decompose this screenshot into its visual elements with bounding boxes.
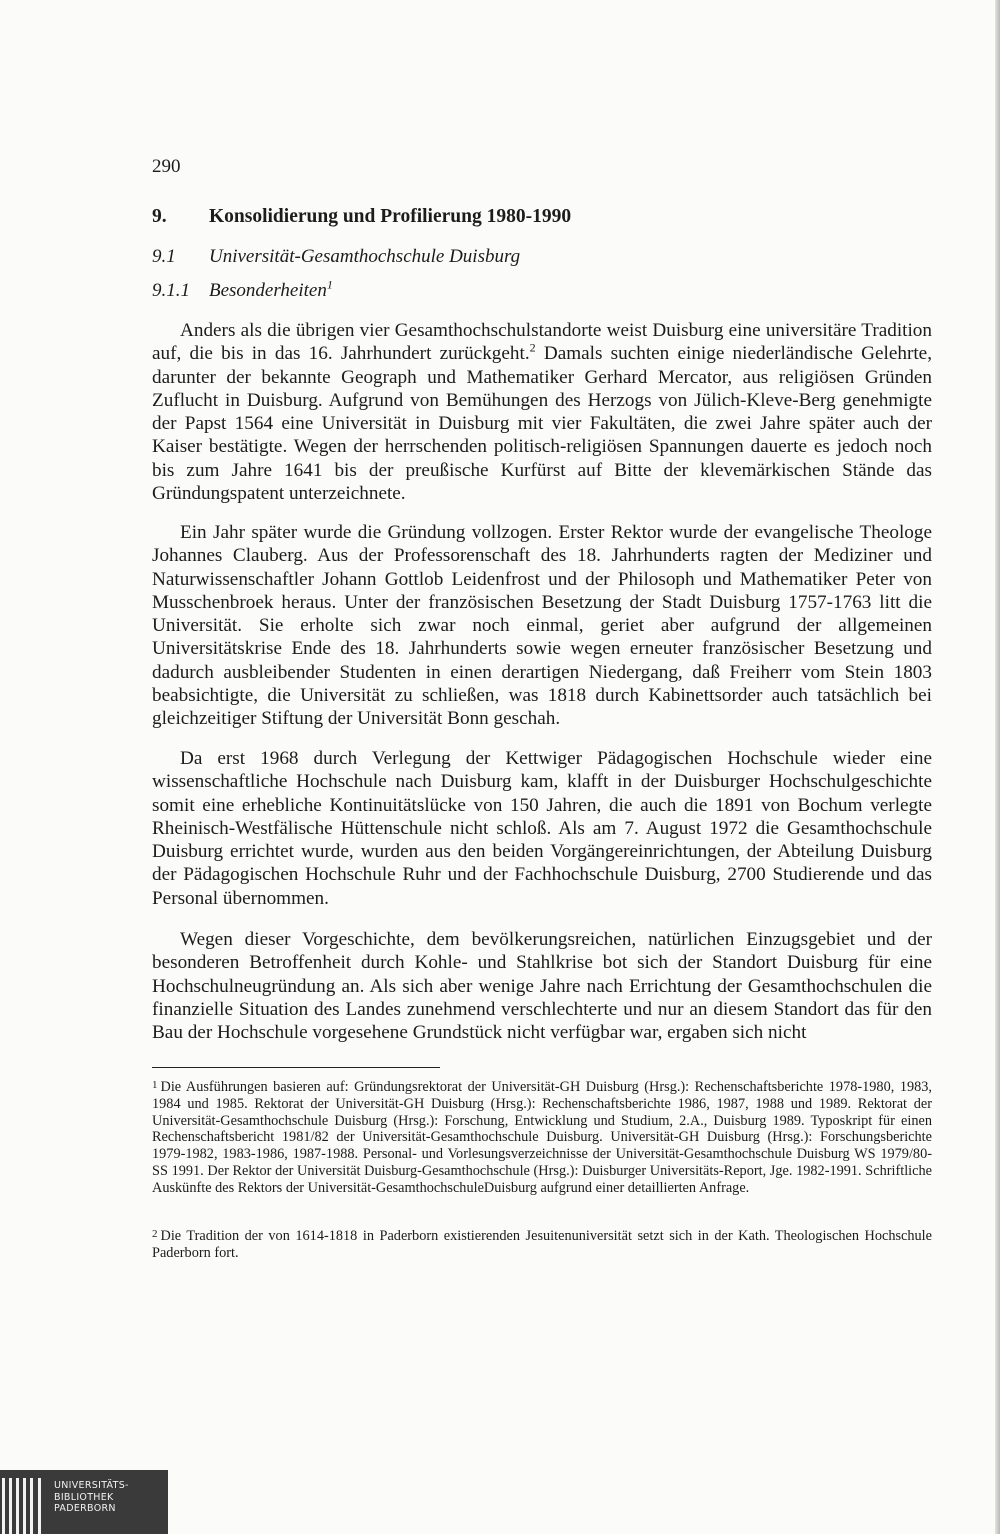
subsection-number: 9.1.1 — [152, 280, 190, 301]
footnote-mark: 1 — [152, 1079, 158, 1091]
library-logo-text — [54, 1480, 129, 1515]
subsection-heading — [152, 277, 333, 302]
paragraph: Ein Jahr später wurde die Gründung vollzogen. Erster Rektor wurde der evangelische Theologe Johannes Clauberg. Aus der Professorenschaft des 18. Jahrhunderts ragten der Mediziner und Naturwissenschaftler Johann Gottlob Leidenfrost und der Philosoph und Mathematiker Peter von Musschenbroek heraus. Unter der französischen Besetzung der Stadt Duisburg 1757-1763 litt die Universität. Sie erholte sich zwar noch einmal, geriet aber aufgrund der allgemeinen Universitätskrise Ende des 18. Jahrhunderts sowie wegen erneuter französischer Besetzung und dadurch ausbleibender Studenten in einen derartigen Niedergang, daß Freiherr vom Stein 1803 beabsichtigte, die Universität zu schließen, was 1818 durch Kabinettsorder auch tatsächlich bei gleichzeitiger Stiftung der Universität Bonn geschah. — [152, 522, 932, 730]
library-logo-icon — [2, 1478, 42, 1534]
library-logo-line: PADERBORN — [54, 1503, 116, 1514]
library-logo-line: BIBLIOTHEK — [54, 1491, 114, 1503]
footnote — [152, 1226, 932, 1262]
footnote-text: Die Tradition der von 1614-1818 in Paderborn existierenden Jesuitenuniversität setzt sich in der Kath. Theologischen Hochschule Paderborn fort. — [152, 1228, 932, 1261]
subsection-title: Besonderheiten — [209, 280, 327, 301]
library-logo — [0, 1470, 168, 1534]
footnote-separator — [152, 1067, 440, 1068]
section-heading — [152, 246, 520, 268]
footnote-text: Die Ausführungen basieren auf: Gründungsrektorat der Universität-GH Duisburg (Hrsg.): Rechenschaftsberichte 1978-1980, 1983, 1984 und 1985. Rektorat der Universität-GH Duisburg (Hrsg.): Rechenschaftsberichte 1986, 1987, 1988 und 1989. Rektorat der Universität-Gesamthochschule Duisburg (Hrsg.): Forschung, Entwicklung und Studium, 2.A., Duisburg 1989. Typoskript für einen Rechenschaftsbericht 1981/82 der Universität-Gesamthochschule Duisburg. Universität-GH Duisburg (Hrsg.): Forschungsberichte 1979-1982, 1983-1986, 1987-1988. Personal- und Vorlesungsverzeichnisse der Universität-Gesamthochschule Duisburg WS 1979/80-SS 1991. Der Rektor der Universität Duisburg-Gesamthochschule (Hrsg.): Duisburger Universitäts-Report, Jge. 1982-1991. Schriftliche Auskünfte des Rektors der Universität-GesamthochschuleDuisburg aufgrund einer detaillierten Anfrage. — [152, 1079, 932, 1196]
page-edge — [995, 0, 1000, 1534]
chapter-title: Konsolidierung und Profilierung 1980-1990 — [209, 206, 572, 227]
section-number: 9.1 — [152, 246, 176, 267]
footnote-reference: 2 — [529, 340, 536, 355]
page-number: 290 — [152, 156, 181, 177]
footnote — [152, 1077, 932, 1197]
library-logo-line: UNIVERSITÄTS- — [54, 1480, 129, 1491]
paragraph-text: Anders als die übrigen vier Gesamthochschulstandorte weist Duisburg eine universitäre Tradition auf, die bis in das 16. Jahrhundert zurückgeht. — [152, 320, 932, 365]
chapter-number: 9. — [152, 206, 167, 227]
paragraph: Wegen dieser Vorgeschichte, dem bevölkerungsreichen, natürlichen Einzugsgebiet und der besonderen Betroffenheit durch Kohle- und Stahlkrise bot sich der Standort Duisburg für eine Hochschulneugründung an. Als sich aber wenige Jahre nach Errichtung der Gesamthochschulen die finanzielle Situation des Landes zunehmend verschlechterte und nur an diesem Standort das für den Bau der Hochschule vorgesehene Grundstück nicht verfügbar war, ergaben sich nicht — [152, 929, 932, 1044]
paragraph: Da erst 1968 durch Verlegung der Kettwiger Pädagogischen Hochschule wieder eine wissenschaftliche Hochschule nach Duisburg kam, klafft in der Duisburger Hochschulgeschichte somit eine erhebliche Kontinuitätslücke von 150 Jahren, die auch die 1891 von Bochum verlegte Rheinisch-Westfälische Hüttenschule nicht schloß. Als am 7. August 1972 die Gesamthochschule Duisburg errichtet wurde, wurden aus den beiden Vorgängereinrichtungen, der Abteilung Duisburg der Pädagogischen Hochschule Ruhr und der Fachhochschule Duisburg, 2700 Studierende und das Personal übernommen. — [152, 748, 932, 909]
paragraph — [152, 319, 932, 505]
section-title: Universität-Gesamthochschule Duisburg — [209, 246, 521, 267]
footnote-mark: 2 — [152, 1228, 158, 1240]
chapter-heading — [152, 206, 571, 228]
footnote-reference: 1 — [326, 277, 333, 292]
paragraph-text: Damals suchten einige niederländische Gelehrte, darunter der bekannte Geograph und Mathematiker Gerhard Mercator, aus religiösen Gründen Zuflucht in Duisburg. Aufgrund von Bemühungen des Herzogs von Jülich-Kleve-Berg genehmigte der Papst 1564 eine Universität in Duisburg mit vier Fakultäten, die zwei Jahre später auch der Kaiser bestätigte. Wegen der herrschenden politisch-religiösen Spannungen dauerte es jedoch noch bis zum Jahre 1641 bis der preußische Kurfürst auf Bitte der klevemärkischen Stände das Gründungspatent unterzeichnete. — [152, 343, 932, 505]
